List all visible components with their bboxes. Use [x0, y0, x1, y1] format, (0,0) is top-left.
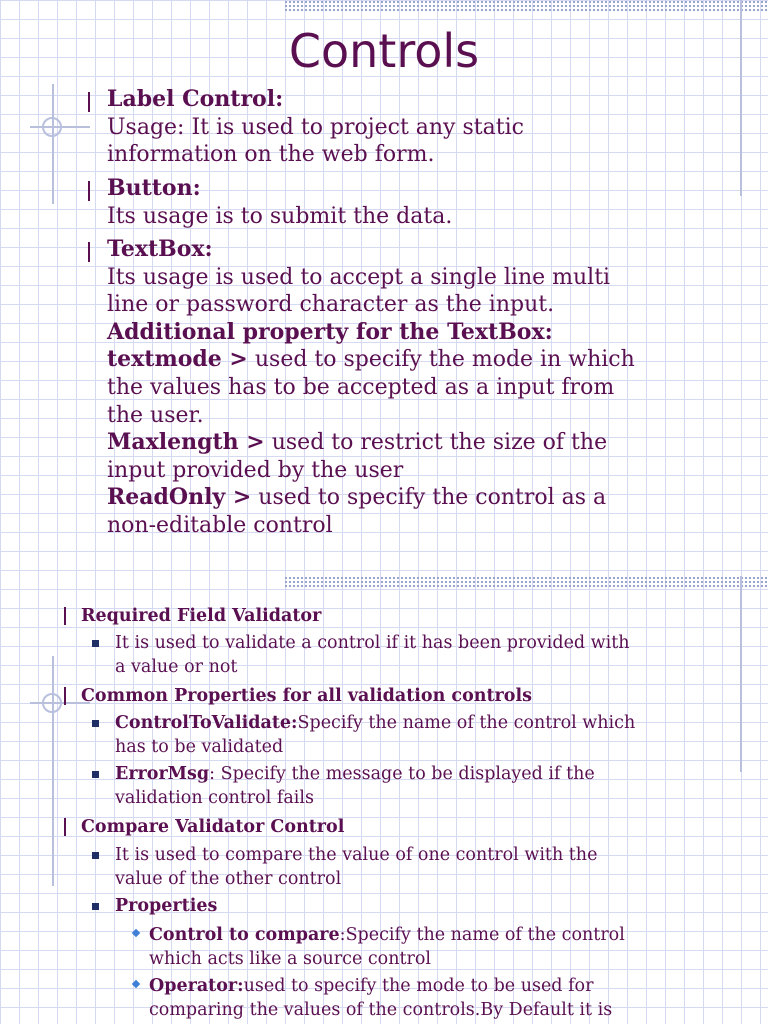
- bullet-bar-icon: [64, 607, 66, 625]
- sub-bullet-text: It is used to compare the value of one control with the: [115, 845, 598, 865]
- section-heading: Compare Validator Control: [81, 817, 345, 837]
- property-text: the values has to be accepted as a input from: [107, 374, 615, 400]
- bullet-bar-icon: [88, 181, 90, 201]
- diamond-bullet: [130, 924, 750, 971]
- sub-bullet: [88, 763, 738, 810]
- section-heading: Required Field Validator: [81, 606, 322, 626]
- square-bullet-icon: [92, 720, 99, 727]
- section-common-properties: [64, 684, 744, 708]
- sub-bullet-bold: Properties: [115, 896, 218, 916]
- decor-circle: [42, 693, 62, 713]
- property-text: used to specify the mode in which: [247, 347, 635, 373]
- bullet-item-textbox: [88, 236, 728, 540]
- sub-bullet: [88, 632, 738, 679]
- section-compare-validator: [64, 815, 744, 839]
- sub-bullet: [88, 844, 738, 891]
- sub-bullet-text: Specify the name of the control which: [297, 713, 636, 733]
- item-heading: Label Control:: [107, 86, 284, 112]
- decor-vertical-line: [52, 84, 54, 204]
- property-text: used to specify the control as a: [251, 485, 607, 511]
- sub-bullet-bold: ErrorMsg: [115, 764, 210, 784]
- property-text: input provided by the user: [107, 457, 404, 483]
- diamond-bullet-text: :Specify the name of the control: [339, 925, 625, 945]
- bullet-bar-icon: [64, 818, 66, 836]
- diamond-bullet-text: which acts like a source control: [149, 948, 432, 969]
- property-name: Maxlength >: [107, 429, 265, 456]
- sub-bullet-bold: ControlToValidate:: [115, 713, 298, 733]
- property-text: non-editable control: [107, 512, 333, 538]
- section-heading: Common Properties for all validation controls: [81, 686, 532, 706]
- sub-bullet-text: a value or not: [115, 656, 238, 677]
- bullet-bar-icon: [88, 242, 90, 262]
- slide-2: [0, 572, 768, 1024]
- slide-title: Controls: [288, 24, 480, 78]
- sub-bullet-text: It is used to validate a control if it has been provided with: [115, 633, 630, 653]
- square-bullet-icon: [92, 852, 99, 859]
- sub-bullet-text: value of the other control: [115, 868, 342, 889]
- bullet-bar-icon: [88, 92, 90, 112]
- item-text: Usage: It is used to project any static: [107, 114, 524, 140]
- diamond-bullet: [130, 975, 750, 1022]
- item-subheading: Additional property for the TextBox:: [107, 318, 553, 345]
- bullet-item-label-control: [88, 86, 728, 169]
- decor-circle: [42, 117, 62, 137]
- bullet-bar-icon: [64, 687, 66, 705]
- section-required-field-validator: [64, 604, 744, 628]
- square-bullet-icon: [92, 640, 99, 647]
- item-text: line or password character as the input.: [107, 292, 555, 318]
- diamond-bullet-text: comparing the values of the controls.By Default it is: [149, 999, 613, 1020]
- property-name: textmode >: [107, 346, 248, 373]
- item-heading: Button:: [107, 175, 201, 201]
- square-bullet-icon: [92, 903, 99, 910]
- dotted-band: [284, 576, 768, 588]
- item-text: Its usage is to submit the data.: [107, 203, 453, 229]
- item-heading: TextBox:: [107, 236, 213, 262]
- item-text: information on the web form.: [107, 142, 435, 168]
- property-text: the user.: [107, 402, 204, 428]
- sub-bullet: [88, 712, 738, 759]
- diamond-bullet-icon: [132, 980, 140, 988]
- sub-bullet: [88, 895, 738, 919]
- diamond-bullet-icon: [132, 929, 140, 937]
- bullet-item-button: [88, 175, 728, 230]
- dotted-band: [284, 0, 768, 12]
- item-text: Its usage is used to accept a single line multi: [107, 264, 611, 290]
- square-bullet-icon: [92, 771, 99, 778]
- sub-bullet-text: has to be validated: [115, 736, 284, 757]
- diamond-bullet-bold: Control to compare: [149, 925, 340, 945]
- sub-bullet-text: : Specify the message to be displayed if the: [209, 764, 595, 784]
- diamond-bullet-bold: Operator:: [149, 976, 244, 996]
- property-text: used to restrict the size of the: [264, 430, 608, 456]
- diamond-bullet-text: used to specify the mode to be used for: [243, 976, 594, 996]
- decor-vertical-line: [52, 656, 54, 886]
- sub-bullet-text: validation control fails: [115, 787, 314, 808]
- property-name: ReadOnly >: [107, 484, 252, 511]
